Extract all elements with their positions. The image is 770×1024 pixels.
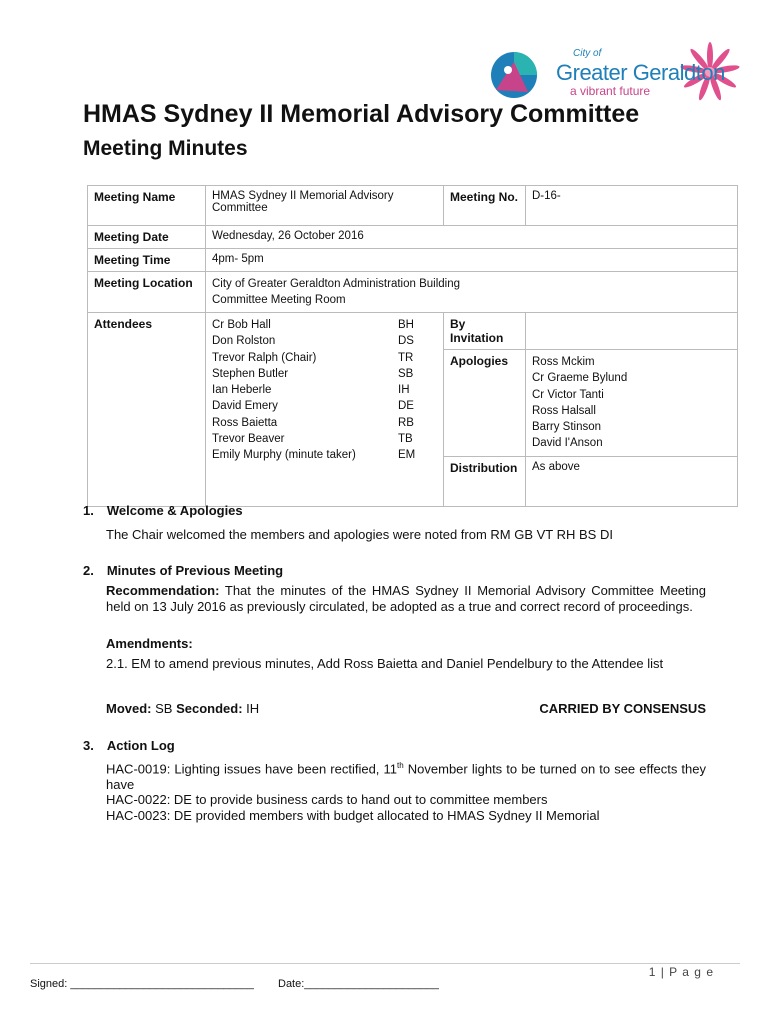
meeting-no-label: Meeting No. [444,186,526,226]
action-item-0023: HAC-0023: DE provided members with budget allocated to HMAS Sydney II Memorial [106,807,600,823]
attendee-row [212,415,437,431]
section-3-title: 3. Action Log [83,738,175,753]
apology-name: Cr Victor Tanti [532,388,604,401]
attendee-initials: TB [398,433,413,446]
apology-name: Cr Graeme Bylund [532,372,628,385]
meeting-location-label: Meeting Location [88,272,206,313]
meeting-location-value [206,272,738,313]
attendee-initials: EM [398,449,416,462]
attendee-initials: IH [398,384,410,397]
amendment-text: 2.1. EM to amend previous minutes, Add Ross Baietta and Daniel Pendelbury to the Attendee list [106,656,664,671]
date-line: Date:______________________ [278,978,439,990]
apology-name: Ross Mckim [532,356,595,368]
attendee-row [212,431,437,447]
meeting-time-label: Meeting Time [88,249,206,272]
attendee-name: Cr Bob Hall [212,319,271,331]
attendee-name: Trevor Beaver [212,433,285,446]
meeting-no-value: D-16- [526,186,738,226]
recommendation-paragraph [106,583,706,614]
footer-divider [30,963,740,964]
logo-tagline: a vibrant future [570,84,651,98]
moved-value: SB [151,701,177,716]
logo-city-of: City of [573,48,602,59]
action-item-0022: HAC-0022: DE to provide business cards to hand out to committee members [106,792,548,808]
attendee-name: David Emery [212,400,278,413]
apologies-list [526,350,738,457]
page-number: 1 | P a g e [648,965,714,979]
logo-city-name: Greater Geraldton [556,60,725,85]
apology-name: Ross Halsall [532,404,596,417]
attendee-row [212,317,437,333]
attendee-row [212,350,437,366]
attendee-row [212,447,437,463]
attendees-label: Attendees [88,313,206,507]
by-invitation-label: By Invitation [444,313,526,350]
document-title: HMAS Sydney II Memorial Advisory Committee [83,100,640,128]
amendments-label: Amendments: [106,636,193,651]
location-line-1: City of Greater Geraldton Administration Building [212,278,461,290]
section-1-text: The Chair welcomed the members and apologies were noted from RM GB VT RH BS DI [106,527,613,542]
attendee-name: Emily Murphy (minute taker) [212,449,356,462]
attendee-row [212,333,437,349]
section-2-title: 2. Minutes of Previous Meeting [83,563,284,578]
location-line-2: Committee Meeting Room [212,294,346,306]
meeting-date-label: Meeting Date [88,226,206,249]
attendees-list [206,313,444,507]
apology-name: Barry Stinson [532,421,602,434]
meeting-date-value: Wednesday, 26 October 2016 [206,226,738,249]
section-1-title: 1. Welcome & Apologies [83,503,243,518]
attendee-initials: RB [398,416,414,429]
apologies-label: Apologies [444,350,526,457]
action-log [106,758,706,823]
carried-status: CARRIED BY CONSENSUS [539,701,706,716]
meeting-name-label: Meeting Name [88,186,206,226]
attendee-name: Stephen Butler [212,367,289,380]
distribution-value: As above [526,456,738,506]
attendee-name: Trevor Ralph (Chair) [212,351,317,364]
meeting-info-table [87,185,738,507]
attendee-initials: DE [398,400,414,413]
recommendation-label: Recommendation: [106,583,220,598]
attendee-row [212,366,437,382]
attendee-row [212,382,437,398]
apology-name: David I'Anson [532,437,603,450]
attendee-name: Don Rolston [212,335,276,348]
amendment-item [106,656,706,672]
by-invitation-value [526,313,738,350]
attendee-name: Ross Baietta [212,416,278,429]
attendee-row [212,398,437,414]
seconded-value: IH [242,701,260,716]
attendee-initials: SB [398,367,414,380]
attendee-name: Ian Heberle [212,384,272,397]
meeting-time-value: 4pm- 5pm [206,249,738,272]
attendee-initials: DS [398,335,414,348]
attendee-initials: BH [398,319,414,331]
seconded-label: Seconded: [176,701,243,716]
recommendation-text: That the minutes of the HMAS Sydney II Memorial Advisory Committee Meeting held on 13 July 2016 as previously circulated, be adopted as a true and correct record of proceedings. [106,583,706,614]
meeting-name-value: HMAS Sydney II Memorial Advisory Committee [206,186,444,226]
action-item-0019: HAC-0019: Lighting issues have been rectified, 11th November lights to be turned on to see effects they have [106,761,706,792]
document-subtitle: Meeting Minutes [83,137,248,160]
distribution-label: Distribution [444,456,526,506]
moved-label: Moved: [106,701,152,716]
attendee-initials: TR [398,351,414,364]
signed-line: Signed: ______________________________ [30,978,254,990]
